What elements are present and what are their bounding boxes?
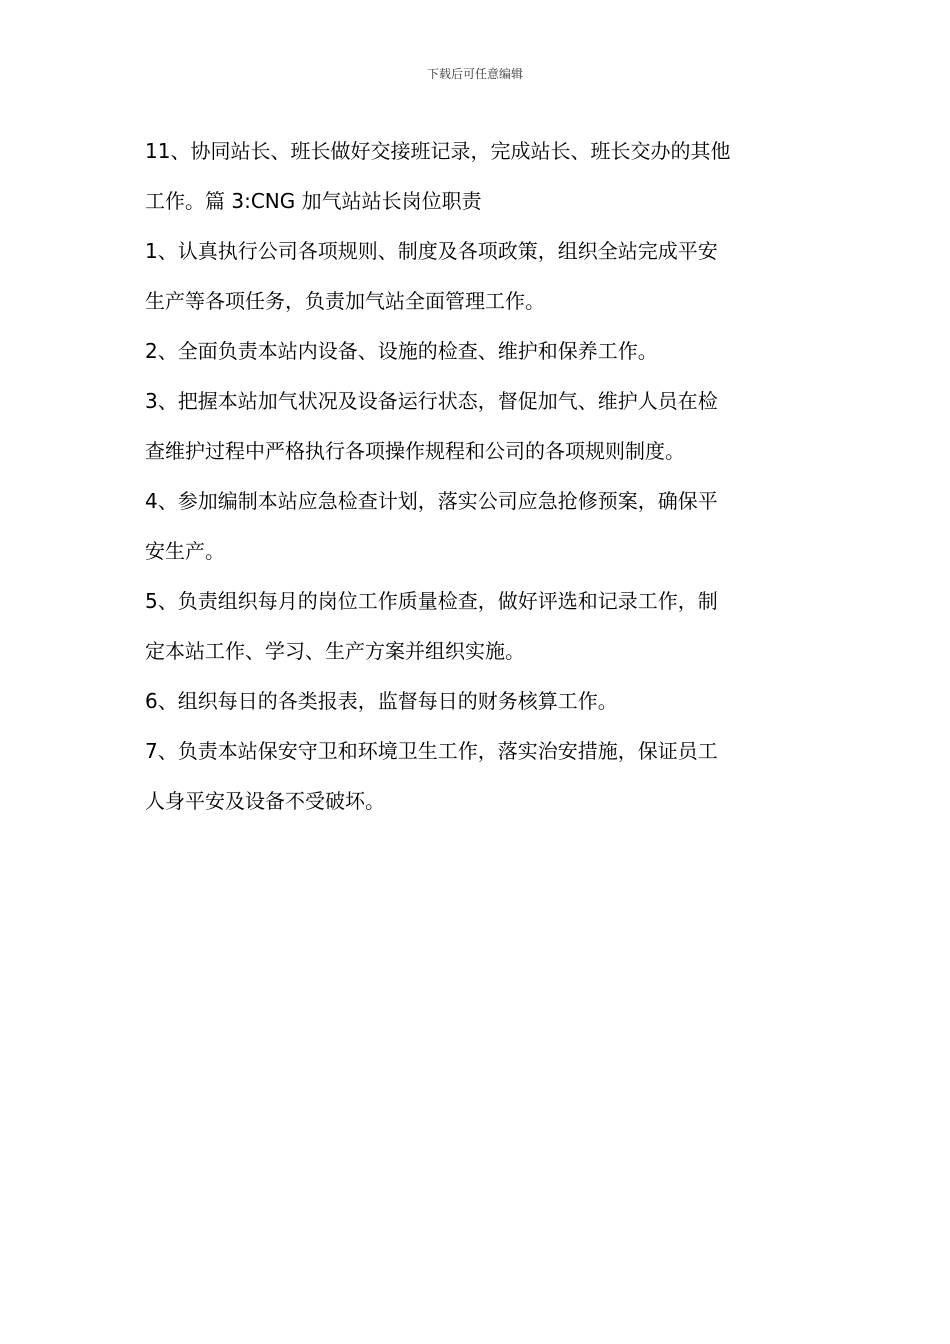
text-line: 定本站工作、学习、生产方案并组织实施。	[145, 639, 525, 663]
text-line: 6、组织每日的各类报表，监督每日的财务核算工作。	[145, 689, 618, 713]
text-line: 2、全面负责本站内设备、设施的检查、维护和保养工作。	[145, 339, 658, 363]
text-line: 生产等各项任务，负责加气站全面管理工作。	[145, 289, 545, 313]
text-line: 3、把握本站加气状况及设备运行状态，督促加气、维护人员在检	[145, 389, 718, 413]
text-line: 安生产。	[145, 539, 225, 563]
text-line: 4、参加编制本站应急检查计划，落实公司应急抢修预案，确保平	[145, 489, 718, 513]
text-line: 工作。篇 3:CNG 加气站站长岗位职责	[145, 189, 482, 213]
document-body	[145, 126, 810, 826]
text-line: 5、负责组织每月的岗位工作质量检查，做好评选和记录工作，制	[145, 589, 718, 613]
text-line: 7、负责本站保安守卫和环境卫生工作，落实治安措施，保证员工	[145, 739, 718, 763]
page-header: 下载后可任意编辑	[426, 67, 523, 81]
text-line: 查维护过程中严格执行各项操作规程和公司的各项规则制度。	[145, 439, 685, 463]
text-line: 11、协同站长、班长做好交接班记录，完成站长、班长交办的其他	[145, 139, 731, 163]
text-line: 1、认真执行公司各项规则、制度及各项政策，组织全站完成平安	[145, 239, 718, 263]
text-line: 人身平安及设备不受破坏。	[145, 789, 385, 813]
